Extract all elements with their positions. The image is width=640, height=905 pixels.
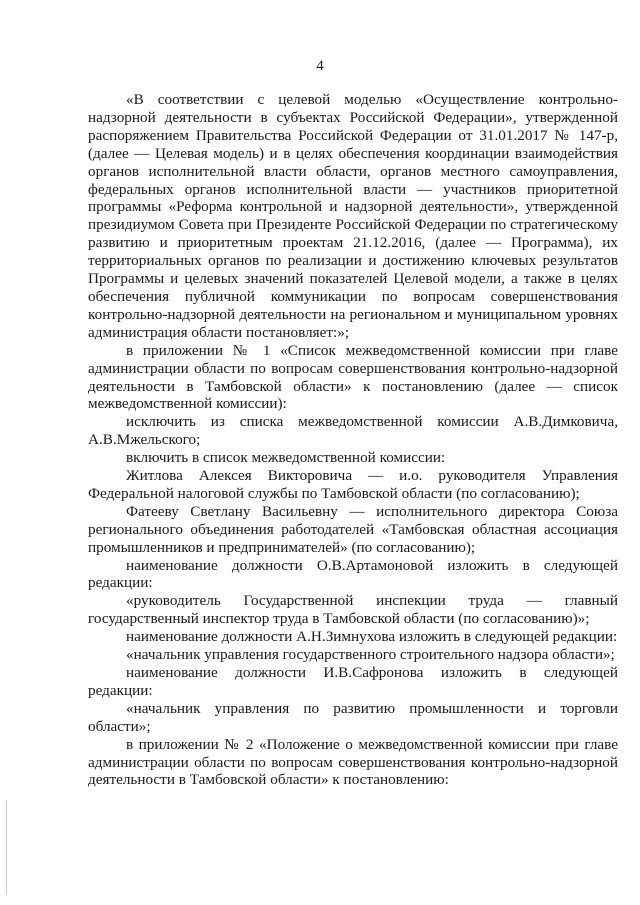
paragraph-include: включить в список межведомственной комиссии: (126, 449, 446, 467)
paragraph-artamonova: наименование должности О.В.Артамоновой изложить в следующей редакции: (88, 556, 618, 592)
paragraph-preamble: «В соответствии с целевой моделью «Осуществление контрольно-надзорной деятельности в субъектах Российской Федерации», утвержденной распоряжением Правительства Российской Федерации от 31.01.2017 № 147-р, (далее — Целевая модель) и в целях обеспечения координации взаимодействия органов исполнительной власти области, органов местного самоуправления, федеральных органов исполнительной власти — участников приоритетной программы «Реформа контрольной и надзорной деятельности», утвержденной президиумом Совета при Президенте Российской Федерации по стратегическому развитию и приоритетным проектам 21.12.2016, (далее — Программа), их территориальных органов по реализации и достижению ключевых результатов Программы и целевых значений показателей Целевой модели, а также в целях обеспечения публичной коммуникации по вопросам совершенствования контрольно-надзорной деятельности на региональном и муниципальном уровнях администрация области постановляет:»; (88, 91, 618, 341)
paragraph-artamonova-title: «руководитель Государственной инспекции труда — главный государственный инспектор труда в Тамбовской области (по согласованию)»; (88, 592, 618, 628)
scan-margin-mark (6, 800, 7, 895)
paragraph-zimnukhov-title: «начальник управления государственного строительного надзора области»; (126, 646, 615, 664)
paragraph-exclude: исключить из списка межведомственной комиссии А.В.Димковича, А.В.Мжельского; (88, 413, 618, 449)
document-body (88, 91, 618, 789)
paragraph-zimnukhov: наименование должности А.Н.Зимнухова изложить в следующей редакции: (126, 628, 618, 646)
paragraph-fateeva: Фатееву Светлану Васильевну — исполнительного директора Союза регионального объединения работодателей «Тамбовская областная ассоциация промышленников и предпринимателей» (по согласованию); (88, 502, 618, 556)
paragraph-appendix-1: в приложении № 1 «Список межведомственной комиссии при главе администрации области по вопросам совершенствования контрольно-надзорной деятельности в Тамбовской области» к постановлению (далее — список межведомственной комиссии): (88, 341, 618, 413)
paragraph-safronov: наименование должности И.В.Сафронова изложить в следующей редакции: (88, 664, 618, 699)
paragraph-zhitlov: Житлова Алексея Викторовича — и.о. руководителя Управления Федеральной налоговой службы по Тамбовской области (по согласованию); (88, 467, 618, 502)
paragraph-safronov-title: «начальник управления по развитию промышленности и торговли области»; (88, 699, 618, 735)
paragraph-appendix-2: в приложении № 2 «Положение о межведомственной комиссии при главе администрации области по вопросам совершенствования контрольно-надзорной деятельности в Тамбовской области» к постановлению: (88, 735, 618, 789)
page-number: 4 (316, 58, 324, 74)
